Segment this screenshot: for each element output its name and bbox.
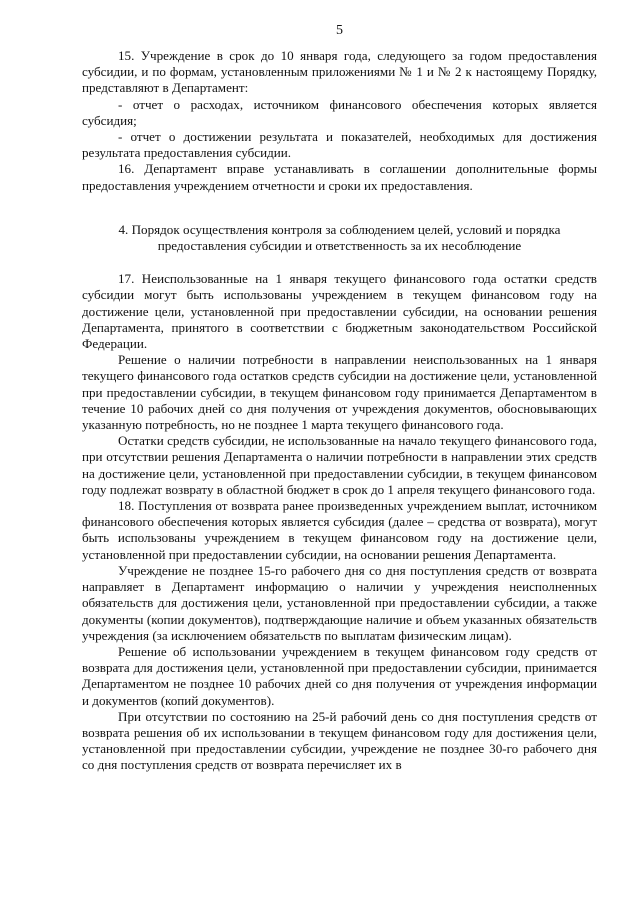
paragraph-18: 18. Поступления от возврата ранее произведенных учреждением выплат, источником финансового обеспечения которых является субсидия (далее – средства от возврата), могут быть использованы учреждением в текущем финансовом году на достижение цели, установленной при предоставлении субсидии, на основании решения Департамента. xyxy=(82,498,597,562)
paragraph-17: 17. Неиспользованные на 1 января текущего финансового года остатки средств субсидии могут быть использованы учреждением в текущем финансовом году на достижение цели, установленной при предоставлении субсидии, на основании решения Департамента, принятого в соответствии с бюджетным законодательством Российской Федерации. xyxy=(82,271,597,352)
paragraph-17-decision: Решение о наличии потребности в направлении неиспользованных на 1 января текущего финансового года остатков средств субсидии на достижение цели, установленной при предоставлении субсидии, в текущем финансовом году принимается Департаментом в течение 10 рабочих дней со дня получения от учреждения документов, обосновывающих указанную потребность, но не позднее 1 марта текущего финансового года. xyxy=(82,352,597,433)
paragraph-18-decision: Решение об использовании учреждением в текущем финансовом году средств от возврата для достижения цели, установленной при предоставлении субсидии, принимается Департаментом не позднее 10 рабочих дней со дня получения от учреждения информации и документов (копий документов). xyxy=(82,643,597,708)
paragraph-18-absence: При отсутствии по состоянию на 25-й рабочий день со дня поступления средств от возврата решения об их использовании в текущем финансовом году для достижения цели, установленной при предоставлении субсидии, учреждение не позднее 30-го рабочего дня со дня поступления средств от возврата перечисляет их в xyxy=(82,708,597,773)
paragraph-15: 15. Учреждение в срок до 10 января года, следующего за годом предоставления субсидии, и по формам, установленным приложениями № 1 и № 2 к настоящему Порядку, представляют в Департамент: xyxy=(82,48,597,96)
page-number: 5 xyxy=(336,23,343,38)
paragraph-18-information: Учреждение не позднее 15-го рабочего дня со дня поступления средств от возврата направляет в Департамент информацию о наличии у учреждения неисполненных обязательств для достижения цели, установленной при предоставлении субсидии, а также документы (копии документов), подтверждающие наличие и объем указанных обязательств учреждения (за исключением обязательств по выплатам физическим лицам). xyxy=(82,562,597,643)
paragraph-expense-report: - отчет о расходах, источником финансового обеспечения которых является субсидия; xyxy=(82,96,597,128)
section-heading: 4. Порядок осуществления контроля за соблюдением целей, условий и порядка предоставления субсидии и ответственность за их несоблюдение xyxy=(118,221,561,254)
paragraph-16: 16. Департамент вправе устанавливать в соглашении дополнительные формы предоставления учреждением отчетности и сроки их предоставления. xyxy=(82,161,597,193)
paragraph-result-report: - отчет о достижении результата и показателей, необходимых для достижения результата предоставления субсидии. xyxy=(82,129,597,161)
paragraph-17-remainders: Остатки средств субсидии, не использованные на начало текущего финансового года, при отсутствии решения Департамента о наличии потребности в направлении этих средств на достижение цели, установленной при предоставлении субсидии, в текущем финансовом году подлежат возврату в областной бюджет в срок до 1 апреля текущего финансового года. xyxy=(82,433,597,497)
document-page xyxy=(82,22,597,774)
